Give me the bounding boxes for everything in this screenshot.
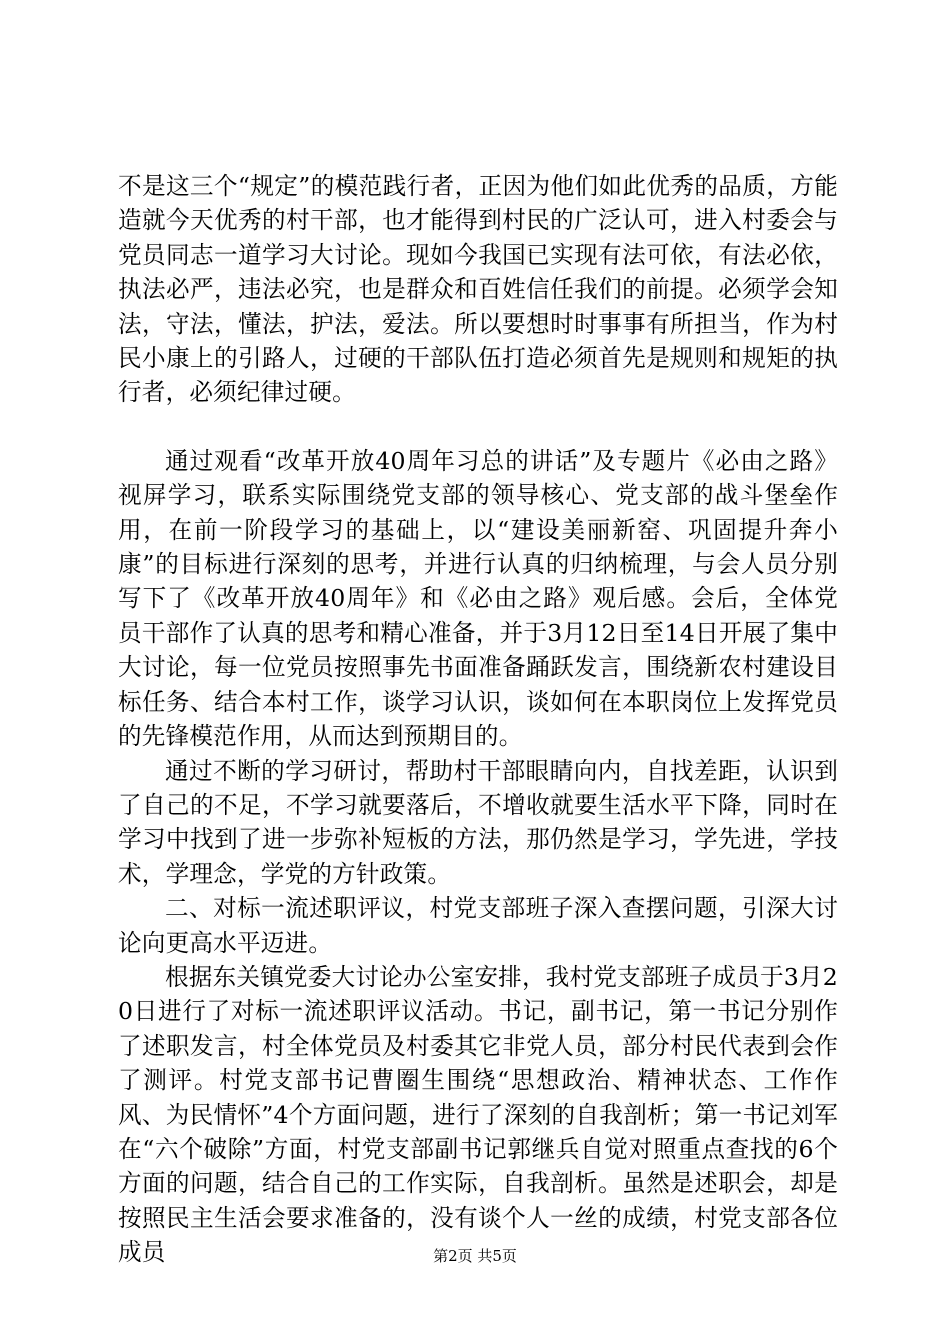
paragraph-review-meeting: 根据东关镇党委大讨论办公室安排，我村党支部班子成员于3月20日进行了对标一流述职评议活动。书记，副书记，第一书记分别作了述职发言，村全体党员及村委其它非党人员，部分村民代表到会作了测评。村党支部书记曹圈生围绕“思想政治、精神状态、工作作风、为民情怀”4个方面问题，进行了深刻的自我剖析；第一书记刘军在“六个破除”方面，村党支部副书记郭继兵自觉对照重点查找的6个方面的问题，结合自己的工作实际，自我剖析。虽然是述职会，却是按照民主生活会要求准备的，没有谈个人一丝的成绩，村党支部各位成员 bbox=[118, 962, 838, 1267]
section-heading-two: 二、对标一流述职评议，村党支部班子深入查摆问题，引深大讨论向更高水平迈进。 bbox=[118, 894, 838, 957]
paragraph-self-reflection: 通过不断的学习研讨，帮助村干部眼睛向内，自找差距，认识到了自己的不足，不学习就要落后，不增收就要生活水平下降，同时在学习中找到了进一步弥补短板的方法，那仍然是学习，学先进，学技术，学理念，学党的方针政策。 bbox=[118, 756, 838, 888]
paragraph-continued-rules: 不是这三个“规定”的模范践行者，正因为他们如此优秀的品质，方能造就今天优秀的村干部，也才能得到村民的广泛认可，进入村委会与党员同志一道学习大讨论。现如今我国已实现有法可依，有法必依，执法必严，违法必究，也是群众和百姓信任我们的前提。必须学会知法，守法，懂法，护法，爱法。所以要想时时事事有所担当，作为村民小康上的引路人，过硬的干部队伍打造必须首先是规则和规矩的执行者，必须纪律过硬。 bbox=[118, 172, 838, 407]
paragraph-study-reform: 通过观看“改革开放40周年习总的讲话”及专题片《必由之路》视屏学习，联系实际围绕党支部的领导核心、党支部的战斗堡垒作用，在前一阶段学习的基础上，以“建设美丽新窑、巩固提升奔小康”的目标进行深刻的思考，并进行认真的归纳梳理，与会人员分别写下了《改革开放40周年》和《必由之路》观后感。会后，全体党员干部作了认真的思考和精心准备，并于3月12日至14日开展了集中大讨论，每一位党员按照事先书面准备踊跃发言，围绕新农村建设目标任务、结合本村工作，谈学习认识，谈如何在本职岗位上发挥党员的先锋模范作用，从而达到预期目的。 bbox=[118, 446, 838, 751]
document-body bbox=[118, 169, 838, 1270]
page-number-footer: 第2页 共5页 bbox=[433, 1247, 517, 1265]
paragraph-gap bbox=[118, 410, 838, 444]
